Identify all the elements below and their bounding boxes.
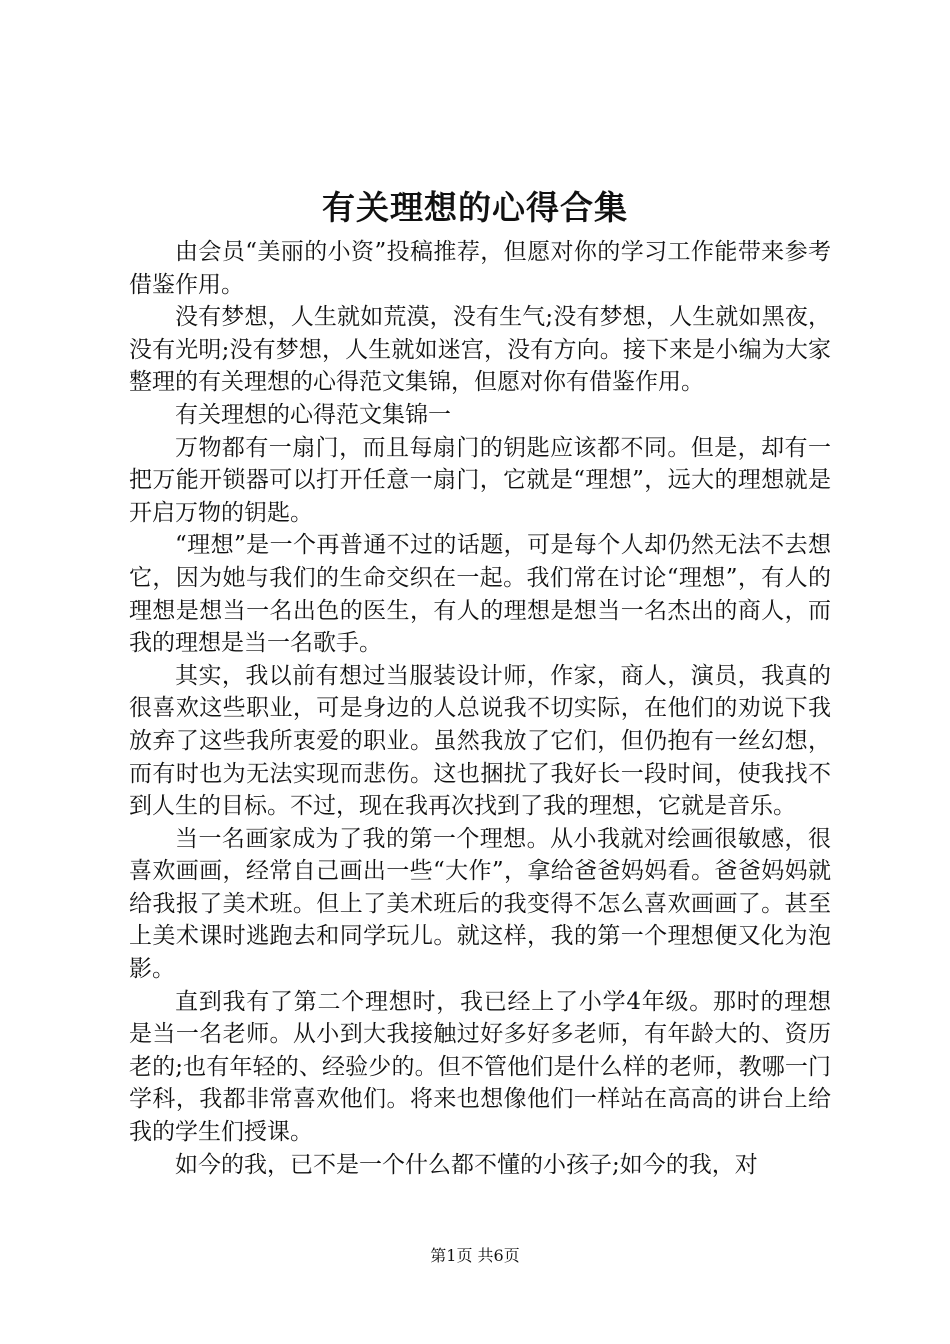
paragraph: 万物都有一扇门，而且每扇门的钥匙应该都不同。但是，却有一把万能开锁器可以打开任意一扇门，它就是“理想”，远大的理想就是开启万物的钥匙。 (129, 434, 831, 526)
paragraph: 没有梦想，人生就如荒漠，没有生气;没有梦想，人生就如黑夜，没有光明;没有梦想，人生就如迷宫，没有方向。接下来是小编为大家整理的有关理想的心得范文集锦，但愿对你有借鉴作用。 (129, 304, 831, 396)
paragraph: 直到我有了第二个理想时，我已经上了小学4年级。那时的理想是当一名老师。从小到大我接触过好多好多老师，有年龄大的、资历老的;也有年轻的、经验少的。但不管他们是什么样的老师，教哪一门学科，我都非常喜欢他们。将来也想像他们一样站在高高的讲台上给我的学生们授课。 (129, 988, 831, 1146)
page-number-footer: 第1页 共6页 (430, 1246, 520, 1265)
paragraph: “理想”是一个再普通不过的话题，可是每个人却仍然无法不去想它，因为她与我们的生命交织在一起。我们常在讨论“理想”，有人的理想是想当一名出色的医生，有人的理想是想当一名杰出的商人，而我的理想是当一名歌手。 (129, 532, 831, 657)
section-heading: 有关理想的心得范文集锦一 (175, 401, 451, 428)
paragraph: 其实，我以前有想过当服装设计师，作家，商人，演员，我真的很喜欢这些职业，可是身边的人总说我不切实际，在他们的劝说下我放弃了这些我所衷爱的职业。虽然我放了它们，但仍抱有一丝幻想，而有时也为无法实现而悲伤。这也捆扰了我好长一段时间，使我找不到人生的目标。不过，现在我再次找到了我的理想，它就是音乐。 (129, 662, 831, 820)
paragraph: 当一名画家成为了我的第一个理想。从小我就对绘画很敏感，很喜欢画画，经常自己画出一些“大作”，拿给爸爸妈妈看。爸爸妈妈就给我报了美术班。但上了美术班后的我变得不怎么喜欢画画了。甚至上美术课时逃跑去和同学玩儿。就这样，我的第一个理想便又化为泡影。 (129, 825, 831, 983)
page-title: 有关理想的心得合集 (322, 188, 628, 227)
document-body (129, 236, 831, 1181)
paragraph: 如今的我，已不是一个什么都不懂的小孩子;如今的我，对 (175, 1151, 758, 1178)
paragraph: 由会员“美丽的小资”投稿推荐，但愿对你的学习工作能带来参考借鉴作用。 (129, 239, 831, 298)
